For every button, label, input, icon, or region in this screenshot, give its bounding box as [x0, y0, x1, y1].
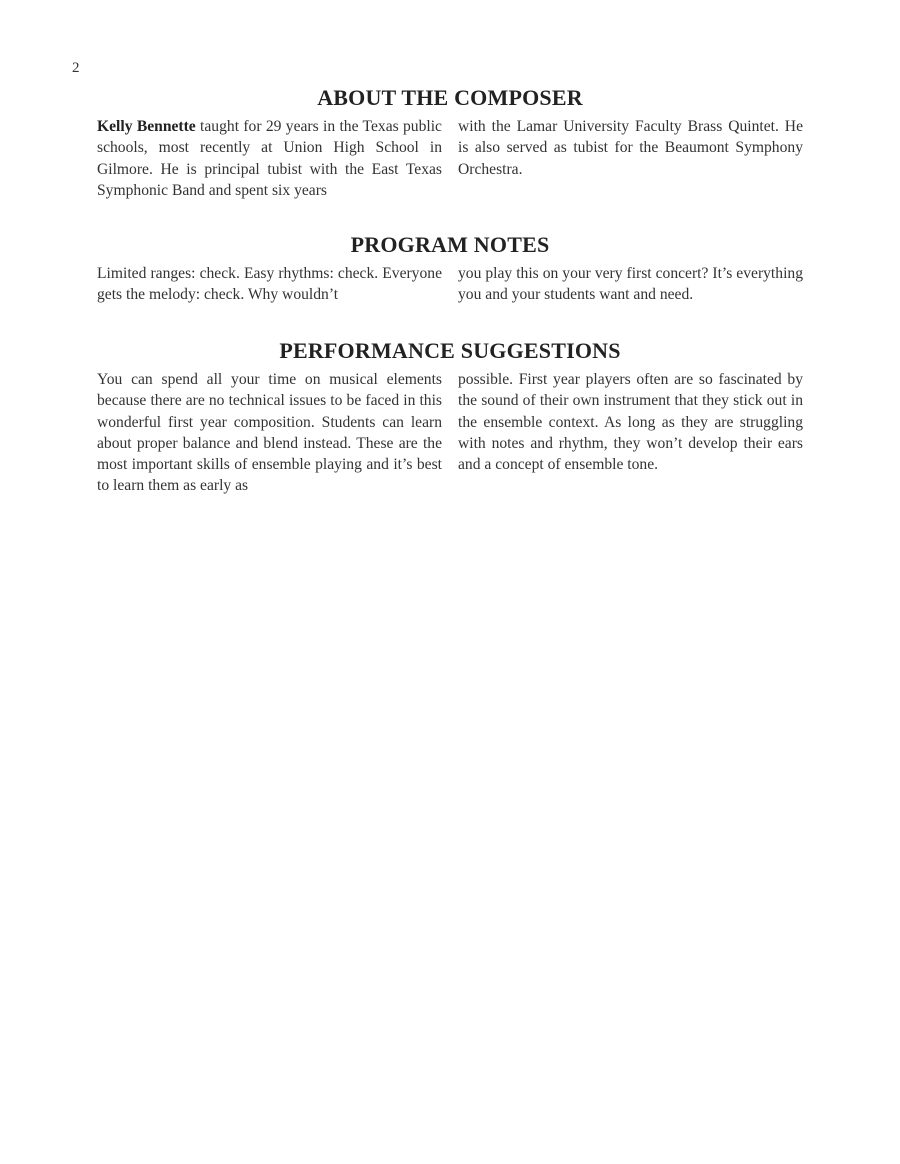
composer-bio-left: taught for 29 years in the Texas public schools, most recently at Union High School in Gilmore. He is principal tubist with the East Texas Symphonic Band and spent six years [97, 118, 442, 199]
about-the-composer-right-column: with the Lamar University Faculty Brass Quintet. He is also served as tubist for the Beaumont Symphony Orchestra. [458, 118, 803, 178]
about-the-composer-columns [97, 116, 803, 201]
about-the-composer-heading: ABOUT THE COMPOSER [317, 85, 583, 110]
page-number: 2 [72, 60, 80, 76]
about-the-composer-left-column [97, 116, 442, 201]
composer-name: Kelly Bennette [97, 118, 196, 135]
performance-suggestions-right-column: possible. First year players often are so fascinated by the sound of their own instrument that they stick out in the ensemble context. As long as they are struggling with notes and rhythm, they won’t develop their ears and a concept of ensemble tone. [458, 371, 803, 474]
program-notes-columns [97, 263, 803, 306]
program-notes-heading: PROGRAM NOTES [350, 232, 550, 257]
program-notes-left-column: Limited ranges: check. Easy rhythms: check. Everyone gets the melody: check. Why wouldn’t [97, 265, 442, 304]
program-notes-right-column: you play this on your very first concert? It’s everything you and your students want and need. [458, 265, 803, 304]
performance-suggestions-left-column: You can spend all your time on musical elements because there are no technical issues to be faced in this wonderful first year composition. Students can learn about proper balance and blend instead. These are the most important skills of ensemble playing and it’s best to learn them as early as [97, 371, 442, 495]
performance-suggestions-heading: PERFORMANCE SUGGESTIONS [279, 338, 621, 363]
program-notes-section [97, 231, 803, 306]
performance-suggestions-section [97, 337, 803, 497]
performance-suggestions-columns [97, 369, 803, 497]
about-the-composer-section [97, 84, 803, 201]
